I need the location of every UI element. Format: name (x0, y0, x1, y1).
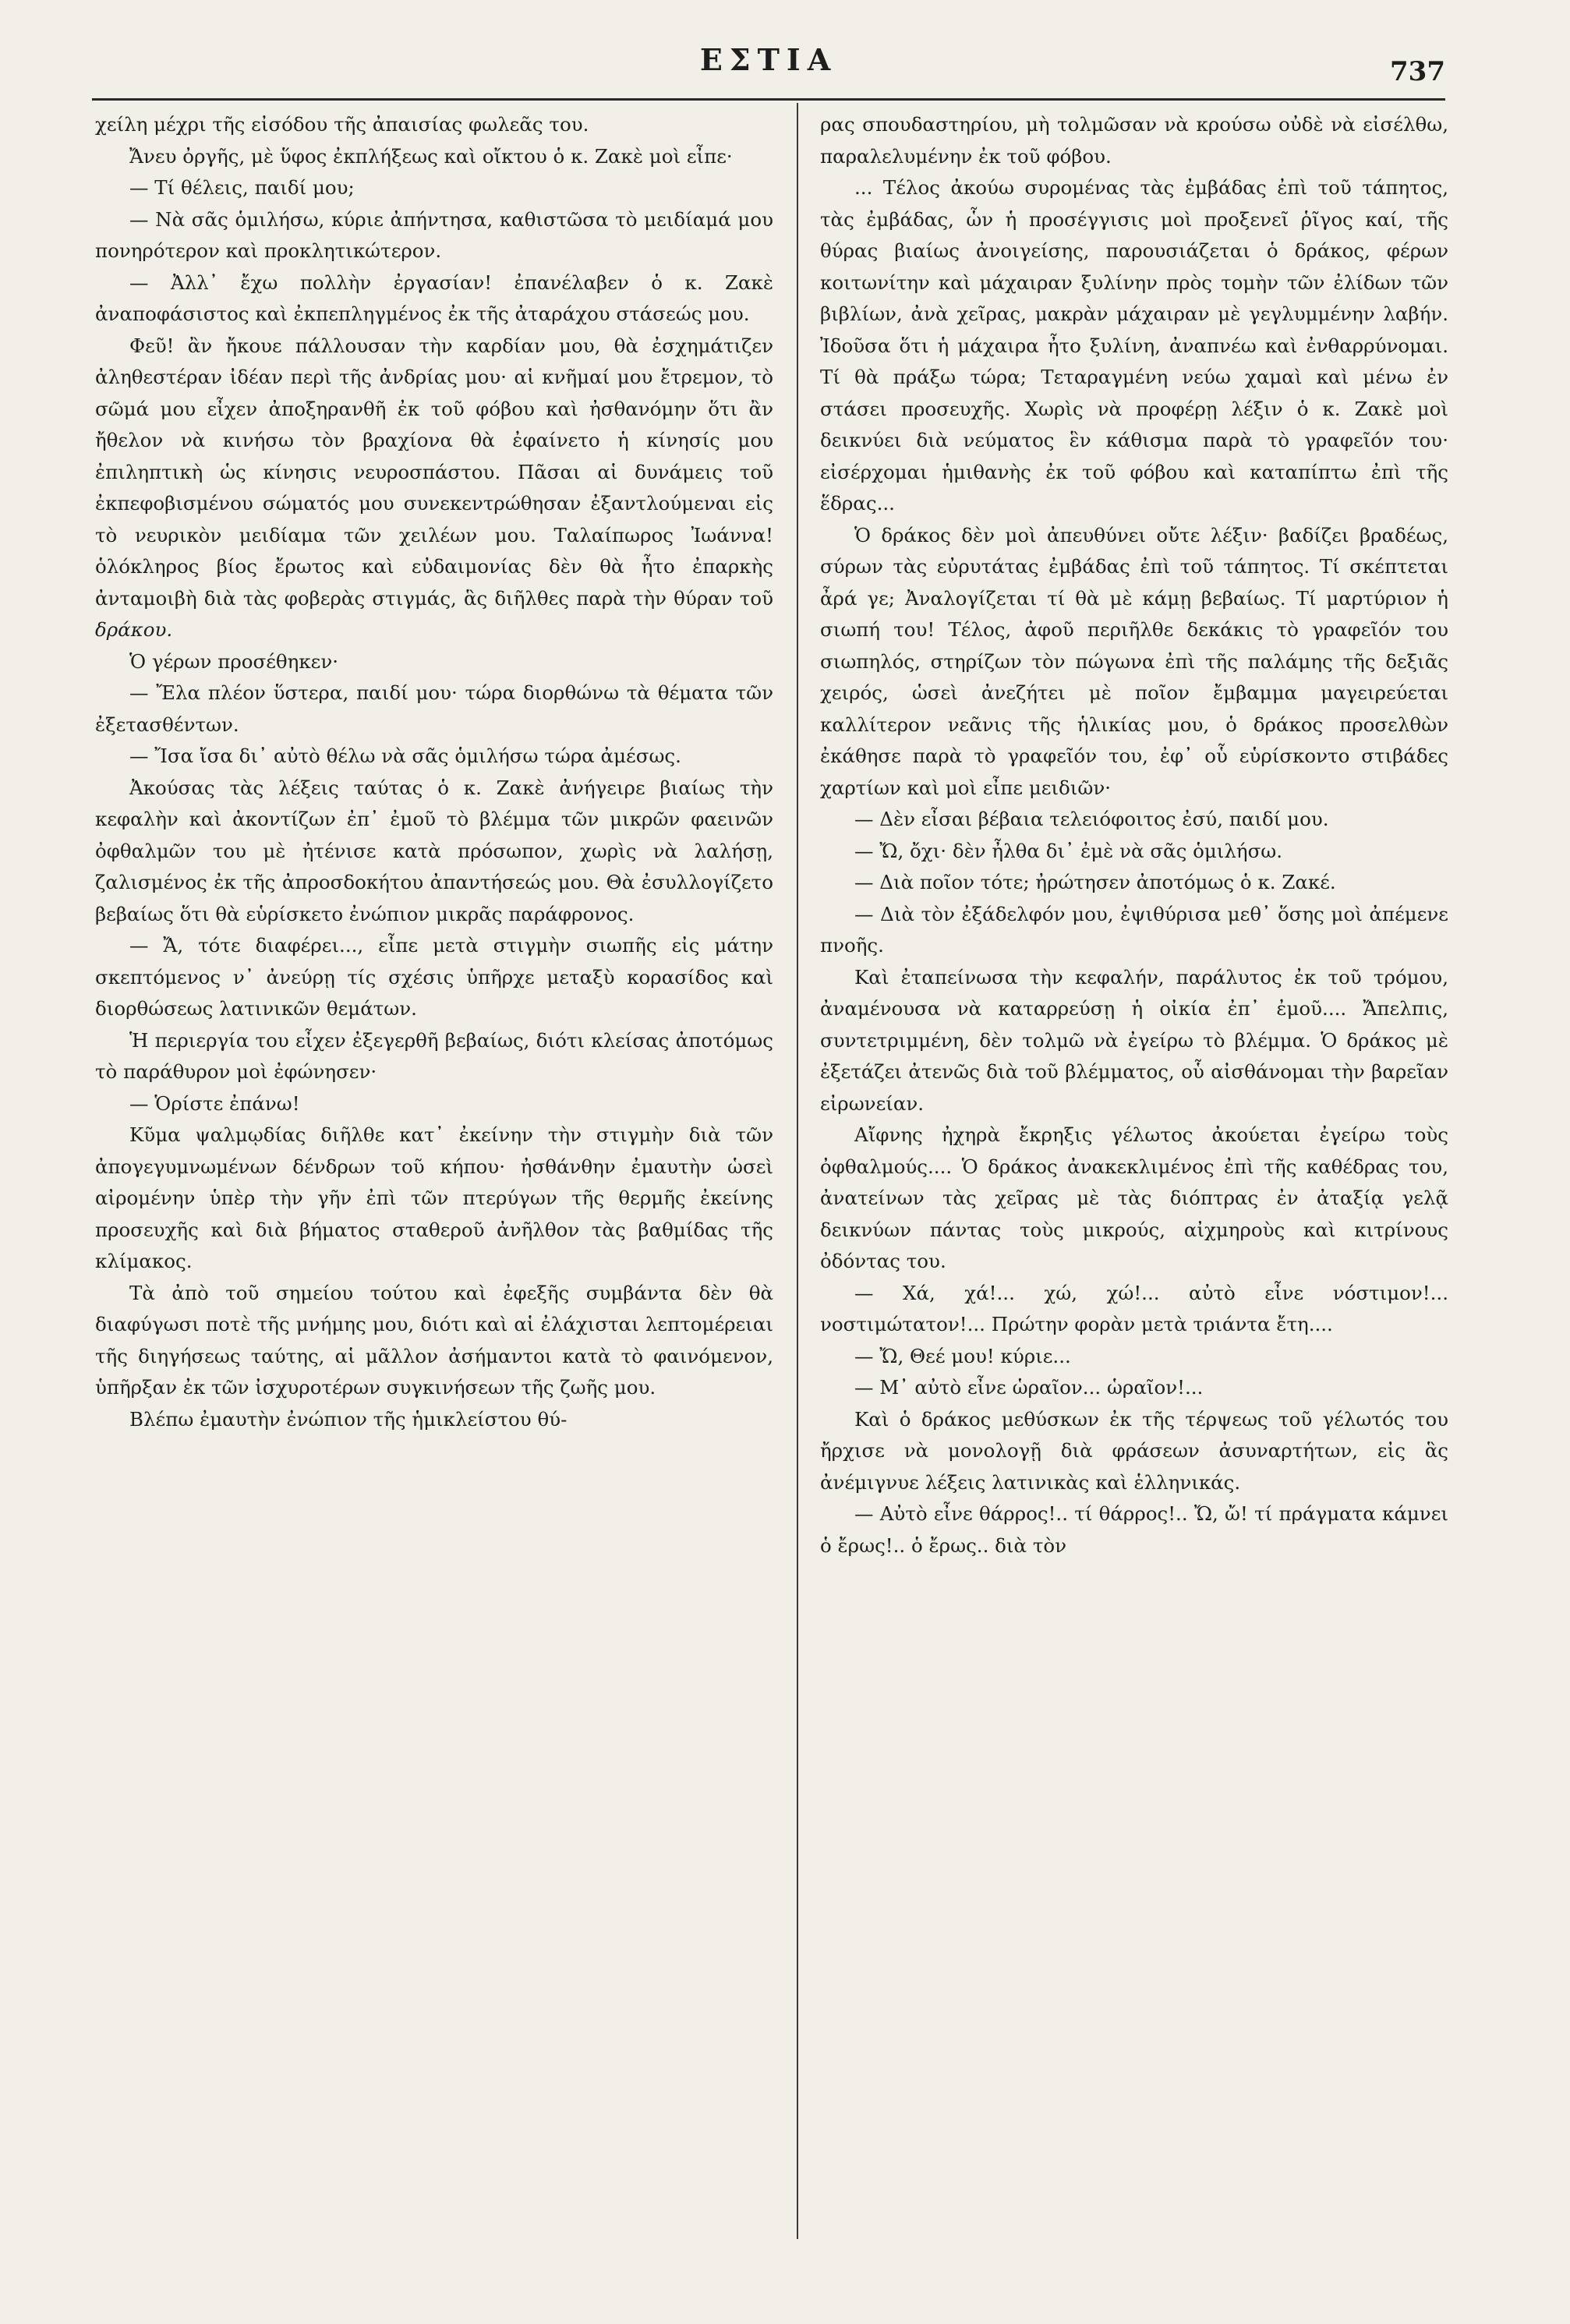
paragraph (95, 331, 773, 646)
paragraph: Ἀκούσας τὰς λέξεις ταύτας ὁ κ. Ζακὲ ἀνήγειρε βιαίως τὴν κεφαλὴν καὶ ἀκοντίζων ἐπ᾽ ἐμοῦ τὸ βλέμμα τῶν μικρῶν φαεινῶν ὀφθαλμῶν του μὲ ἠτένισε κατὰ πρόσωπον, χωρὶς νὰ λαλήσῃ, ζαλισμένος ἐκ τῆς ἀπροσδοκήτου ἀπαντήσεώς μου. Θὰ ἐσυλλογίζετο βεβαίως ὅτι θὰ εὑρίσκετο ἐνώπιον μικρᾶς παράφρονος. (95, 776, 773, 925)
paragraph: Ὁ δράκος δὲν μοὶ ἀπευθύνει οὔτε λέξιν· βαδίζει βραδέως, σύρων τὰς εὐρυτάτας ἐμβάδας ἐπὶ τοῦ τάπητος. Τί σκέπτεται ἆρά γε; Ἀναλογίζεται τί θὰ μὲ κάμῃ βεβαίως. Τί μαρτύριον ἡ σιωπή του! Τέλος, ἀφοῦ περιῆλθε δεκάκις τὸ γραφεῖόν του σιωπηλός, στηρίζων τὸν πώγωνα ἐπὶ τῆς παλάμης τῆς δεξιᾶς χειρός, ὡσεὶ ἀνεζήτει μὲ ποῖον ἔμβαμμα μαγειρεύεται καλλίτερον νεᾶνις τῆς ἡλικίας μου, ὁ δράκος προσελθὼν ἐκάθησε παρὰ τὸ γραφεῖόν του, ἐφ᾽ οὗ εὑρίσκοντο στιβάδες χαρτίων καὶ μοὶ εἶπε μειδιῶν· (820, 523, 1448, 799)
paragraph: — Μ᾽ αὐτὸ εἶνε ὡραῖον... ὡραῖον!... (854, 1376, 1204, 1399)
paragraph: Ἄνευ ὀργῆς, μὲ ὕφος ἐκπλήξεως καὶ οἴκτου ὁ κ. Ζακὲ μοὶ εἶπε· (129, 144, 733, 168)
header-rule (92, 98, 1445, 101)
paragraph: — Χά, χά!... χώ, χώ!... αὐτὸ εἶνε νόστιμον!... νοστιμώτατον!... Πρώτην φορὰν μετὰ τριάντα ἔτη.... (820, 1281, 1448, 1335)
paragraph: Κῦμα ψαλμῳδίας διῆλθε κατ᾽ ἐκείνην τὴν στιγμὴν διὰ τῶν ἀπογεγυμνωμένων δένδρων τοῦ κήπου· ἠσθάνθην ἐμαυτὴν ὡσεὶ αἰρομένην ὑπὲρ τὴν γῆν ἐπὶ τῶν πτερύγων τῆς θερμῆς ἐκείνης προσευχῆς καὶ διὰ βήματος σταθεροῦ ἀνῆλθον τὰς βαθμίδας τῆς κλίμακος. (95, 1123, 773, 1272)
paragraph: — Νὰ σᾶς ὁμιλήσω, κύριε ἀπήντησα, καθιστῶσα τὸ μειδίαμά μου πονηρότερον καὶ προκλητικώτερον. (95, 207, 773, 262)
italic-word: δράκου. (95, 618, 173, 641)
paragraph: Αἴφνης ἠχηρὰ ἔκρηξις γέλωτος ἀκούεται ἐγείρω τοὺς ὀφθαλμούς.... Ὁ δράκος ἀνακεκλιμένος ἐπὶ τῆς καθέδρας του, ἀνατείνων τὰς χεῖρας μὲ τὰς διόπτρας ἐν ἀταξίᾳ γελᾷ δεικνύων πάντας τοὺς μικρούς, αἰχμηροὺς καὶ κιτρίνους ὀδόντας του. (820, 1123, 1448, 1272)
paragraph: ... Τέλος ἀκούω συρομένας τὰς ἐμβάδας ἐπὶ τοῦ τάπητος, τὰς ἐμβάδας, ὧν ἡ προσέγγισις μοὶ προξενεῖ ῥῖγος καί, τῆς θύρας βιαίως ἀνοιγείσης, παρουσιάζεται ὁ δράκος, φέρων κοιτωνίτην καὶ μάχαιραν ξυλίνην πρὸς τομὴν τῶν ἐλίδων τῶν βιβλίων, ἀνὰ χεῖρας, μακρὰν μάχαιραν μὲ γεγλυμμένην λαβήν. Ἰδοῦσα ὅτι ἡ μάχαιρα ἦτο ξυλίνη, ἀναπνέω καὶ ἐνθαρρύνομαι. Τί θὰ πράξω τώρα; Τεταραγμένη νεύω χαμαὶ καὶ μένω ἐν στάσει προσευχῆς. Χωρὶς νὰ προφέρῃ λέξιν ὁ κ. Ζακὲ μοὶ δεικνύει διὰ νεύματος ἓν κάθισμα παρὰ τὸ γραφεῖόν του· εἰσέρχομαι ἡμιθανὴς ἐκ τοῦ φόβου καὶ καταπίπτω ἐπὶ τῆς ἕδρας... (820, 176, 1448, 515)
right-column (820, 109, 1448, 2245)
paragraph: — Ὤ, Θεέ μου! κύριε... (854, 1344, 1071, 1367)
paragraph: ρας σπουδαστηρίου, μὴ τολμῶσαν νὰ κρούσω οὐδὲ νὰ εἰσέλθω, παραλελυμένην ἐκ τοῦ φόβου. (820, 113, 1448, 168)
journal-title: ΕΣΤΙΑ (699, 42, 838, 77)
paragraph: — Διὰ ποῖον τότε; ἠρώτησεν ἀποτόμως ὁ κ. Ζακέ. (854, 871, 1336, 893)
paragraph-text: Φεῦ! ἂν ἤκουε πάλλουσαν τὴν καρδίαν μου, θὰ ἐσχημάτιζεν ἀληθεστέραν ἰδέαν περὶ τῆς ἀνδρίας μου· αἱ κνῆμαί μου ἔτρεμον, τὸ σῶμά μου εἶχεν ἀποξηρανθῆ ἐκ τοῦ φόβου καὶ ἠσθανόμην ὅτι ἂν ἤθελον νὰ κινήσω τὸν βραχίονα θὰ ἐφαίνετο ἡ κίνησίς μου ἐπιληπτικὴ ὡς κίνησις νευροσπάστου. Πᾶσαι αἱ δυνάμεις τοῦ ἐκπεφοβισμένου σώματός μου συνεκεντρώθησαν ἐξαντλούμεναι εἰς τὸ νευρικὸν μειδίαμα τῶν χειλέων μου. Ταλαίπωρος Ἰωάννα! ὁλόκληρος βίος ἔρωτος καὶ εὐδαιμονίας δὲν θὰ ἦτο ἐπαρκὴς ἀνταμοιβὴ διὰ τὰς φοβερὰς στιγμάς, ἃς διῆλθες παρὰ τὴν θύραν τοῦ (95, 334, 773, 610)
paragraph: Καὶ ὁ δράκος μεθύσκων ἐκ τῆς τέρψεως τοῦ γέλωτός του ἤρχισε νὰ μονολογῇ διὰ φράσεων ἀσυναρτήτων, εἰς ἃς ἀνέμιγνυε λέξεις λατινικὰς καὶ ἑλληνικάς. (820, 1407, 1448, 1494)
paragraph: — Ὁρίστε ἐπάνω! (129, 1091, 300, 1115)
paragraph: — Ὤ, ὄχι· δὲν ἦλθα δι᾽ ἐμὲ νὰ σᾶς ὁμιλήσω. (854, 839, 1283, 862)
paragraph: — Δὲν εἶσαι βέβαια τελειόφοιτος ἐσύ, παιδί μου. (854, 808, 1329, 830)
paragraph: Βλέπω ἐμαυτὴν ἐνώπιον τῆς ἡμικλείστου θύ- (129, 1407, 568, 1431)
paragraph: — Τί θέλεις, παιδί μου; (129, 176, 355, 199)
page-header (92, 39, 1445, 86)
paragraph: Τὰ ἀπὸ τοῦ σημείου τούτου καὶ ἐφεξῆς συμβάντα δὲν θὰ διαφύγωσι ποτὲ τῆς μνήμης μου, διότι καὶ αἱ ἐλάχισται λεπτομέρειαι τῆς διηγήσεως ταύτης, αἱ μᾶλλον ἀσήμαντοι κατὰ τὸ φαινόμενον, ὑπῆρξαν ἐκ τῶν ἰσχυροτέρων συγκινήσεων τῆς ζωῆς μου. (95, 1281, 773, 1399)
paragraph: Ἡ περιεργία του εἶχεν ἐξεγερθῆ βεβαίως, διότι κλείσας ἀποτόμως τὸ παράθυρον μοὶ ἐφώνησεν· (95, 1028, 773, 1083)
paragraph: — Ἀλλ᾽ ἔχω πολλὴν ἐργασίαν! ἐπανέλαβεν ὁ κ. Ζακὲ ἀναποφάσιστος καὶ ἐκπεπληγμένος ἐκ τῆς ἀταράχου στάσεώς μου. (95, 271, 773, 325)
paragraph: χείλη μέχρι τῆς εἰσόδου τῆς ἀπαισίας φωλεᾶς του. (95, 113, 589, 136)
column-divider (797, 103, 798, 2239)
left-column (95, 109, 773, 2245)
paragraph: — Αὐτὸ εἶνε θάρρος!.. τί θάρρος!.. Ὤ, ὤ! τί πράγματα κάμνει ὁ ἔρως!.. ὁ ἔρως.. διὰ τὸν (820, 1502, 1448, 1557)
paragraph: Καὶ ἐταπείνωσα τὴν κεφαλήν, παράλυτος ἐκ τοῦ τρόμου, ἀναμένουσα νὰ καταρρεύσῃ ἡ οἰκία ἐπ᾽ ἐμοῦ.... Ἄπελπις, συντετριμμένη, δὲν τολμῶ νὰ ἐγείρω τὸ βλέμμα. Ὁ δράκος μὲ ἐξετάζει ἀτενῶς διὰ τοῦ βλέμματος, οὗ αἰσθάνομαι τὴν βαρεῖαν εἰρωνείαν. (820, 965, 1448, 1115)
paragraph: Ὁ γέρων προσέθηκεν· (129, 649, 339, 673)
paragraph: — Ἔλα πλέον ὕστερα, παιδί μου· τώρα διορθώνω τὰ θέματα τῶν ἐξετασθέντων. (95, 681, 773, 736)
paragraph: — Διὰ τὸν ἐξάδελφόν μου, ἐψιθύρισα μεθ᾽ ὅσης μοὶ ἀπέμενε πνοῆς. (820, 902, 1448, 957)
paragraph: — Ἴσα ἴσα δι᾽ αὐτὸ θέλω νὰ σᾶς ὁμιλήσω τώρα ἀμέσως. (129, 745, 681, 767)
paragraph: — Ἄ, τότε διαφέρει..., εἶπε μετὰ στιγμὴν σιωπῆς εἰς μάτην σκεπτόμενος ν᾽ ἀνεύρῃ τίς σχέσις ὑπῆρχε μεταξὺ κορασίδος καὶ διορθώσεως λατινικῶν θεμάτων. (95, 934, 773, 1020)
page-number: 737 (1390, 56, 1445, 87)
